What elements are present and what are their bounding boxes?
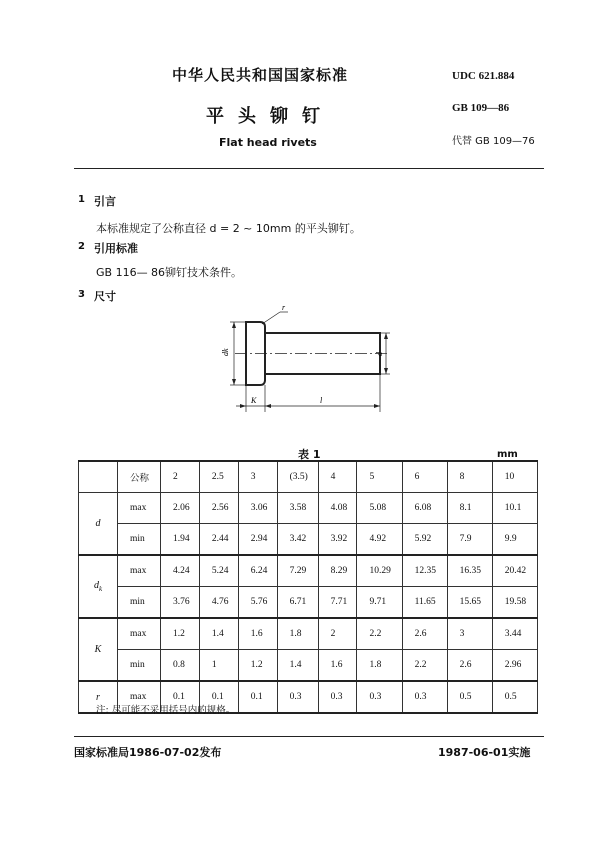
table-cell: 2.2 — [402, 650, 447, 682]
table-cell: 3.76 — [161, 587, 200, 619]
table-header-row — [79, 461, 538, 493]
table-cell: 0.3 — [318, 681, 357, 713]
table-row — [79, 587, 538, 619]
table-cell: 4.92 — [357, 524, 402, 556]
document-title: 平头铆钉 — [206, 106, 334, 127]
table-cell: d — [79, 493, 118, 556]
table-cell: 3 — [447, 618, 492, 650]
table-cell: 11.65 — [402, 587, 447, 619]
table-cell: 10.1 — [492, 493, 537, 524]
table-cell: 2.6 — [402, 618, 447, 650]
table-cell: 9.71 — [357, 587, 402, 619]
table-cell: 2 — [318, 618, 357, 650]
table-cell: 2.6 — [447, 650, 492, 682]
table-cell: 0.5 — [447, 681, 492, 713]
issuing-authority-title: 中华人民共和国国家标准 — [172, 66, 349, 84]
table-cell: 1 — [199, 650, 238, 682]
table-cell: 2.44 — [199, 524, 238, 556]
table-cell: 1.94 — [161, 524, 200, 556]
table-cell: 2.2 — [357, 618, 402, 650]
table-cell: 1.8 — [357, 650, 402, 682]
table-cell: 公称 — [118, 461, 161, 493]
table-cell: 10.29 — [357, 555, 402, 587]
english-title: Flat head rivets — [219, 136, 317, 149]
table-cell: 0.8 — [161, 650, 200, 682]
table-note: 注: 尽可能不采用括号内的规格。 — [96, 705, 236, 716]
table-cell: 0.1 — [238, 681, 277, 713]
table-cell: 5.92 — [402, 524, 447, 556]
section-1-text: 本标准规定了公称直径 d = 2 ~ 10mm 的平头铆钉。 — [96, 222, 361, 235]
table-cell: 7.71 — [318, 587, 357, 619]
table-cell: min — [118, 524, 161, 556]
label-K: K — [251, 396, 257, 405]
table-cell: max — [118, 555, 161, 587]
table-unit: mm — [497, 449, 518, 460]
table-cell: 5.08 — [357, 493, 402, 524]
table-cell: 2.5 — [199, 461, 238, 493]
table-cell: 15.65 — [447, 587, 492, 619]
table-cell: 3.58 — [277, 493, 318, 524]
table-cell: 6.71 — [277, 587, 318, 619]
table-cell: 1.4 — [277, 650, 318, 682]
table-cell: 2.06 — [161, 493, 200, 524]
table-cell: 0.1 — [161, 681, 200, 713]
table-cell: 3 — [238, 461, 277, 493]
table-cell: (3.5) — [277, 461, 318, 493]
table-cell: min — [118, 650, 161, 682]
table-cell: 10 — [492, 461, 537, 493]
table-cell: min — [118, 587, 161, 619]
table-cell: 1.4 — [199, 618, 238, 650]
table-row — [79, 493, 538, 524]
table-cell: 2.96 — [492, 650, 537, 682]
table-cell: 6 — [402, 461, 447, 493]
issue-date: 国家标准局1986-07-02发布 — [74, 746, 222, 759]
table-cell: 7.29 — [277, 555, 318, 587]
table-cell: 4.24 — [161, 555, 200, 587]
table-cell: 8.29 — [318, 555, 357, 587]
rivet-dimension-drawing — [210, 300, 410, 420]
table-cell: r — [79, 681, 118, 713]
label-r: r — [282, 303, 286, 312]
label-l: l — [320, 396, 323, 405]
table-cell: 7.9 — [447, 524, 492, 556]
table-cell: 3.06 — [238, 493, 277, 524]
table-row — [79, 650, 538, 682]
table-cell: 1.2 — [238, 650, 277, 682]
table-cell: 0.3 — [357, 681, 402, 713]
table-cell: 8 — [447, 461, 492, 493]
effective-date: 1987-06-01实施 — [438, 746, 531, 759]
table-cell: 4 — [318, 461, 357, 493]
table-cell: max — [118, 681, 161, 713]
table-cell: K — [79, 618, 118, 681]
table-cell: 2.56 — [199, 493, 238, 524]
table-cell: 0.3 — [277, 681, 318, 713]
table-row — [79, 618, 538, 650]
label-d: d — [375, 352, 384, 356]
table-cell: 4.76 — [199, 587, 238, 619]
rivet-dimensions-table — [78, 460, 538, 714]
table-cell: max — [118, 618, 161, 650]
table-cell — [79, 461, 118, 493]
footer-divider — [74, 736, 544, 737]
section-2-title: 引用标准 — [94, 242, 138, 255]
table-cell: 3.92 — [318, 524, 357, 556]
table-cell: 3.42 — [277, 524, 318, 556]
udc-code: UDC 621.884 — [452, 70, 515, 82]
table-cell: 1.6 — [318, 650, 357, 682]
table-cell: 3.44 — [492, 618, 537, 650]
table-cell: 5 — [357, 461, 402, 493]
table-caption: 表 1 — [298, 448, 321, 461]
table-cell: 12.35 — [402, 555, 447, 587]
table-row — [79, 555, 538, 587]
table-cell: 4.08 — [318, 493, 357, 524]
section-3-number: 3 — [78, 289, 85, 300]
table-cell: 16.35 — [447, 555, 492, 587]
table-cell: 8.1 — [447, 493, 492, 524]
table-cell: 0.1 — [199, 681, 238, 713]
section-2-number: 2 — [78, 241, 85, 252]
table-cell: 0.5 — [492, 681, 537, 713]
table-cell: 1.8 — [277, 618, 318, 650]
table-cell: 20.42 — [492, 555, 537, 587]
table-cell: 1.2 — [161, 618, 200, 650]
table-cell: max — [118, 493, 161, 524]
section-1-title: 引言 — [94, 195, 116, 208]
table-cell: 6.24 — [238, 555, 277, 587]
header-divider — [74, 168, 544, 169]
section-3-title: 尺寸 — [94, 290, 116, 303]
table-cell: 19.58 — [492, 587, 537, 619]
table-cell: 0.3 — [402, 681, 447, 713]
table-cell: 6.08 — [402, 493, 447, 524]
label-dk: dk — [221, 348, 230, 356]
table-row — [79, 524, 538, 556]
section-2-text: GB 116— 86铆钉技术条件。 — [96, 266, 243, 279]
table-cell: 2.94 — [238, 524, 277, 556]
replaces-standard: 代替 GB 109—76 — [452, 136, 535, 147]
table-cell: 1.6 — [238, 618, 277, 650]
table-cell: 5.24 — [199, 555, 238, 587]
table-cell: $d_k$ — [79, 555, 118, 618]
section-1-number: 1 — [78, 194, 85, 205]
table-cell: 2 — [161, 461, 200, 493]
standard-number: GB 109—86 — [452, 102, 510, 114]
table-cell: 5.76 — [238, 587, 277, 619]
table-cell: 9.9 — [492, 524, 537, 556]
